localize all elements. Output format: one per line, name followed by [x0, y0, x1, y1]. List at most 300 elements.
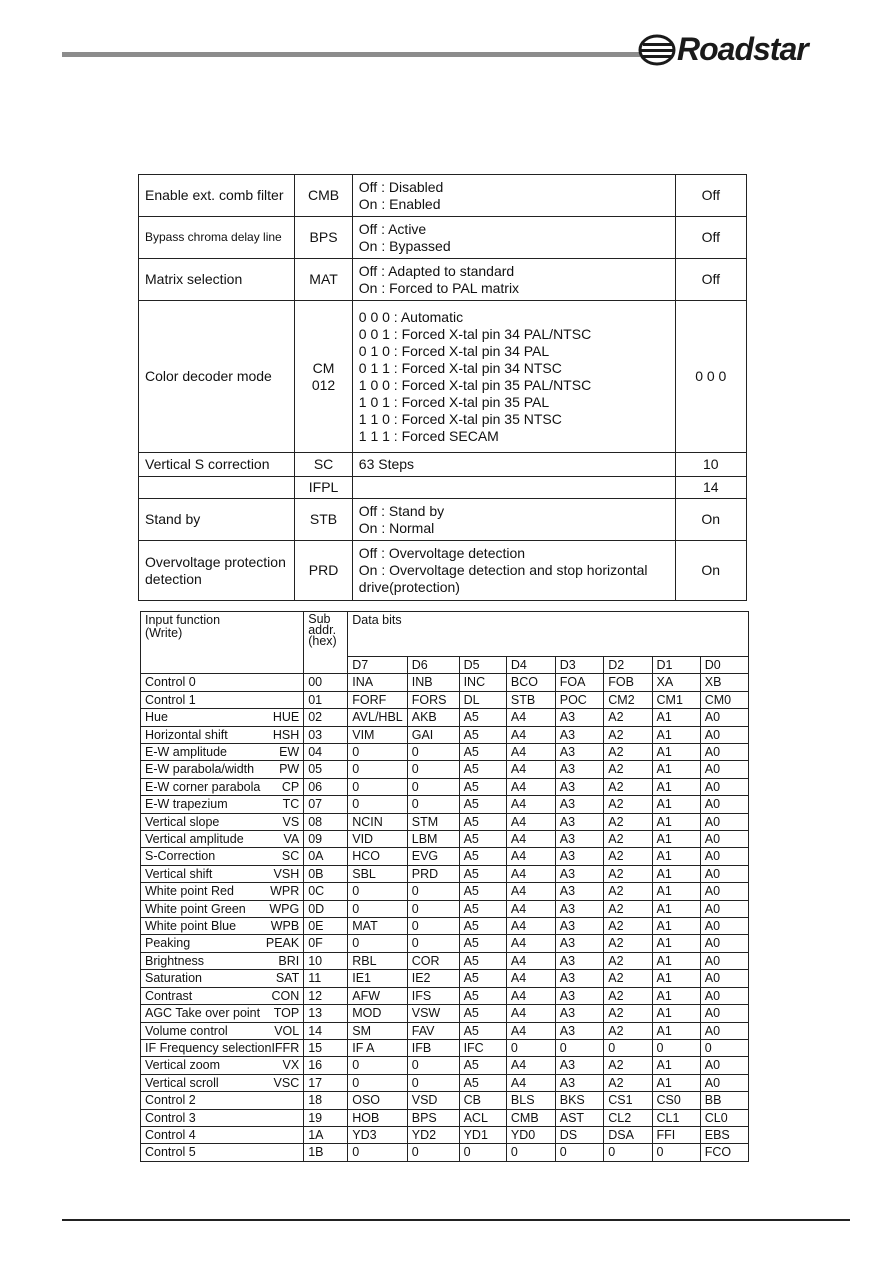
- data-bit-cell: A2: [604, 761, 652, 778]
- data-bit-cell: XA: [652, 674, 700, 691]
- function-abbr: TOP: [273, 1006, 300, 1021]
- setting-description: [352, 301, 675, 453]
- register-row: [141, 674, 749, 691]
- data-bit-cell: A3: [555, 935, 604, 952]
- register-row: [141, 1092, 749, 1109]
- setting-default: 0 0 0: [675, 301, 746, 453]
- setting-default: Off: [675, 259, 746, 301]
- function-abbr: WPG: [269, 901, 300, 916]
- data-bit-cell: YD2: [407, 1126, 459, 1143]
- data-bit-cell: A0: [700, 952, 748, 969]
- data-bit-cell: A2: [604, 709, 652, 726]
- register-row: [141, 1126, 749, 1143]
- data-bit-cell: A4: [506, 1057, 555, 1074]
- function-name: White point Green: [145, 901, 246, 916]
- data-bit-cell: A0: [700, 744, 748, 761]
- register-function: [141, 796, 304, 813]
- sub-address: 01: [304, 691, 348, 708]
- data-bit-cell: A5: [459, 865, 506, 882]
- setting-name: [139, 477, 295, 499]
- register-row: [141, 1005, 749, 1022]
- data-bit-cell: FOB: [604, 674, 652, 691]
- data-bit-cell: A4: [506, 883, 555, 900]
- register-function: [141, 726, 304, 743]
- data-bit-cell: YD1: [459, 1126, 506, 1143]
- data-bit-cell: A0: [700, 848, 748, 865]
- data-bit-cell: VID: [348, 831, 408, 848]
- roadstar-logo: [637, 30, 852, 70]
- description-line: Off : Adapted to standard: [358, 262, 515, 279]
- data-bit-cell: A0: [700, 709, 748, 726]
- description-line: Off : Active: [358, 220, 427, 237]
- data-bit-cell: A3: [555, 1074, 604, 1091]
- function-abbr: EW: [279, 745, 300, 760]
- data-bit-cell: A0: [700, 726, 748, 743]
- brand-name: Roadstar: [677, 31, 808, 67]
- data-bit-cell: MOD: [348, 1005, 408, 1022]
- data-bit-cell: A0: [700, 883, 748, 900]
- data-bit-cell: A2: [604, 831, 652, 848]
- setting-description: [352, 217, 675, 259]
- sub-address: 11: [304, 970, 348, 987]
- function-abbr: CON: [271, 988, 300, 1003]
- data-bit-cell: A3: [555, 1057, 604, 1074]
- description-line: 1 0 0 : Forced X-tal pin 35 PAL/NTSC: [358, 376, 592, 393]
- data-bit-cell: A2: [604, 813, 652, 830]
- sub-address: 00: [304, 674, 348, 691]
- data-bit-cell: STB: [506, 691, 555, 708]
- register-function: [141, 761, 304, 778]
- data-bit-cell: MAT: [348, 918, 408, 935]
- data-bit-cell: A3: [555, 987, 604, 1004]
- data-bit-cell: 0: [555, 1039, 604, 1056]
- setting-abbr: MAT: [295, 259, 352, 301]
- register-row: [141, 691, 749, 708]
- data-bit-cell: A2: [604, 900, 652, 917]
- data-bit-cell: A3: [555, 970, 604, 987]
- description-line: On : Enabled: [358, 195, 441, 212]
- register-row: [141, 1039, 749, 1056]
- data-bit-cell: 0: [652, 1039, 700, 1056]
- data-bit-cell: AVL/HBL: [348, 709, 408, 726]
- setting-default: 10: [675, 453, 746, 477]
- register-function: [141, 883, 304, 900]
- function-name: Control 5: [145, 1145, 196, 1160]
- register-function: [141, 813, 304, 830]
- sub-address: 16: [304, 1057, 348, 1074]
- data-bit-cell: 0: [604, 1039, 652, 1056]
- sub-address: 0B: [304, 865, 348, 882]
- data-bit-cell: A4: [506, 1005, 555, 1022]
- data-bit-cell: A1: [652, 778, 700, 795]
- data-bit-cell: FAV: [407, 1022, 459, 1039]
- data-bit-cell: YD0: [506, 1126, 555, 1143]
- function-abbr: IFFR: [271, 1040, 300, 1055]
- sub-address: 12: [304, 987, 348, 1004]
- data-bit-cell: A1: [652, 952, 700, 969]
- description-line: 1 1 1 : Forced SECAM: [358, 427, 499, 444]
- data-bit-cell: A4: [506, 970, 555, 987]
- input-function-header: Input function (Write): [141, 612, 304, 674]
- data-bit-cell: A5: [459, 778, 506, 795]
- data-bits-header: Data bits: [348, 612, 749, 657]
- function-name: Vertical amplitude: [145, 832, 244, 847]
- settings-row: [139, 301, 747, 453]
- data-bit-cell: SM: [348, 1022, 408, 1039]
- setting-description: [352, 175, 675, 217]
- data-bit-cell: 0: [348, 883, 408, 900]
- sub-address: 1B: [304, 1144, 348, 1161]
- data-bit-cell: A1: [652, 1022, 700, 1039]
- data-bit-cell: A5: [459, 796, 506, 813]
- data-bit-cell: A4: [506, 796, 555, 813]
- function-abbr: SC: [281, 849, 300, 864]
- bit-header-d0: D0: [700, 657, 748, 674]
- data-bit-cell: A0: [700, 1074, 748, 1091]
- data-bit-cell: GAI: [407, 726, 459, 743]
- register-row: [141, 900, 749, 917]
- sub-address: 03: [304, 726, 348, 743]
- data-bit-cell: CS1: [604, 1092, 652, 1109]
- description-line: 0 0 0 : Automatic: [358, 308, 464, 325]
- function-abbr: BRI: [278, 953, 300, 968]
- data-bit-cell: VSW: [407, 1005, 459, 1022]
- register-function: [141, 865, 304, 882]
- data-bit-cell: A2: [604, 987, 652, 1004]
- description-line: 0 0 1 : Forced X-tal pin 34 PAL/NTSC: [358, 325, 592, 342]
- function-name: Contrast: [145, 988, 193, 1003]
- function-name: Control 1: [145, 692, 196, 707]
- data-bit-cell: HOB: [348, 1109, 408, 1126]
- register-function: [141, 1126, 304, 1143]
- setting-abbr: IFPL: [295, 477, 352, 499]
- data-bit-cell: A5: [459, 900, 506, 917]
- data-bit-cell: A4: [506, 761, 555, 778]
- sub-address: 05: [304, 761, 348, 778]
- data-bit-cell: A0: [700, 761, 748, 778]
- data-bit-cell: A1: [652, 848, 700, 865]
- data-bit-cell: A5: [459, 952, 506, 969]
- function-name: Hue: [145, 710, 168, 725]
- function-name: Control 4: [145, 1127, 196, 1142]
- function-name: Volume control: [145, 1023, 228, 1038]
- sub-address: 1A: [304, 1126, 348, 1143]
- data-bit-cell: A1: [652, 987, 700, 1004]
- description-line: On : Normal: [358, 519, 435, 536]
- data-bit-cell: FORS: [407, 691, 459, 708]
- data-bit-cell: COR: [407, 952, 459, 969]
- data-bit-cell: A5: [459, 883, 506, 900]
- data-bit-cell: A1: [652, 813, 700, 830]
- setting-default: 14: [675, 477, 746, 499]
- function-name: E-W parabola/width: [145, 762, 255, 777]
- data-bit-cell: 0: [407, 1057, 459, 1074]
- function-name: E-W corner parabola: [145, 779, 261, 794]
- register-row: [141, 778, 749, 795]
- description-line: Off : Overvoltage detection: [358, 545, 526, 561]
- bit-header-d4: D4: [506, 657, 555, 674]
- data-bit-cell: AST: [555, 1109, 604, 1126]
- data-bit-cell: LBM: [407, 831, 459, 848]
- register-row: [141, 726, 749, 743]
- data-bit-cell: 0: [407, 900, 459, 917]
- setting-default: Off: [675, 175, 746, 217]
- data-bit-cell: A5: [459, 935, 506, 952]
- description-line: 1 1 0 : Forced X-tal pin 35 NTSC: [358, 410, 562, 427]
- data-bit-cell: BLS: [506, 1092, 555, 1109]
- function-abbr: PW: [279, 762, 300, 777]
- register-row: [141, 935, 749, 952]
- data-bit-cell: A5: [459, 848, 506, 865]
- data-bit-cell: A4: [506, 744, 555, 761]
- register-function: [141, 952, 304, 969]
- sub-address: 0E: [304, 918, 348, 935]
- data-bit-cell: A1: [652, 1074, 700, 1091]
- data-bit-cell: 0: [348, 1144, 408, 1161]
- function-name: Control 0: [145, 675, 196, 690]
- function-abbr: PEAK: [265, 936, 300, 951]
- data-bit-cell: 0: [348, 744, 408, 761]
- register-function: [141, 900, 304, 917]
- settings-row: [139, 499, 747, 541]
- data-bit-cell: A4: [506, 778, 555, 795]
- data-bit-cell: A4: [506, 918, 555, 935]
- register-row: [141, 865, 749, 882]
- setting-default: Off: [675, 217, 746, 259]
- sub-address: 14: [304, 1022, 348, 1039]
- register-row: [141, 796, 749, 813]
- data-bit-cell: INB: [407, 674, 459, 691]
- data-bit-cell: 0: [700, 1039, 748, 1056]
- function-abbr: TC: [282, 797, 300, 812]
- register-function: [141, 1074, 304, 1091]
- register-row: [141, 952, 749, 969]
- data-bit-cell: A5: [459, 987, 506, 1004]
- data-bit-cell: CMB: [506, 1109, 555, 1126]
- data-bit-cell: A5: [459, 1005, 506, 1022]
- data-bit-cell: A2: [604, 796, 652, 813]
- data-bit-cell: A0: [700, 831, 748, 848]
- data-bit-cell: A2: [604, 952, 652, 969]
- logo-emblem-icon: [637, 30, 681, 70]
- data-bit-cell: HCO: [348, 848, 408, 865]
- setting-name: Bypass chroma delay line: [139, 217, 295, 259]
- data-bit-cell: A0: [700, 987, 748, 1004]
- data-bit-cell: A4: [506, 900, 555, 917]
- data-bit-cell: A1: [652, 900, 700, 917]
- data-bit-cell: A3: [555, 709, 604, 726]
- sub-addr-header: Sub addr. (hex): [304, 612, 348, 674]
- setting-description: [352, 259, 675, 301]
- data-bit-cell: 0: [407, 918, 459, 935]
- footer-rule: [62, 1219, 850, 1221]
- settings-table: [138, 174, 747, 601]
- sub-address: 0D: [304, 900, 348, 917]
- sub-address: 06: [304, 778, 348, 795]
- data-bit-cell: A2: [604, 1022, 652, 1039]
- register-function: [141, 1144, 304, 1161]
- data-bit-cell: A0: [700, 813, 748, 830]
- data-bit-cell: A1: [652, 1005, 700, 1022]
- data-bit-cell: A1: [652, 935, 700, 952]
- data-bit-cell: A3: [555, 813, 604, 830]
- data-bit-cell: FCO: [700, 1144, 748, 1161]
- data-bit-cell: A1: [652, 744, 700, 761]
- data-bit-cell: A4: [506, 709, 555, 726]
- register-row: [141, 1144, 749, 1161]
- setting-name: Color decoder mode: [139, 301, 295, 453]
- description-line: Off : Disabled: [358, 178, 444, 195]
- data-bit-cell: A2: [604, 1074, 652, 1091]
- data-bit-cell: A1: [652, 831, 700, 848]
- description-line: On : Forced to PAL matrix: [358, 279, 520, 296]
- setting-abbr: SC: [295, 453, 352, 477]
- data-bit-cell: STM: [407, 813, 459, 830]
- data-bit-cell: A1: [652, 970, 700, 987]
- settings-row: [139, 217, 747, 259]
- data-bit-cell: XB: [700, 674, 748, 691]
- data-bit-cell: A5: [459, 813, 506, 830]
- register-function: [141, 1039, 304, 1056]
- data-bit-cell: A2: [604, 726, 652, 743]
- data-bit-cell: 0: [604, 1144, 652, 1161]
- settings-row: [139, 477, 747, 499]
- register-function: [141, 674, 304, 691]
- data-bit-cell: A0: [700, 935, 748, 952]
- data-bit-cell: A0: [700, 865, 748, 882]
- data-bit-cell: A3: [555, 900, 604, 917]
- function-name: IF Frequency selection: [145, 1040, 272, 1055]
- sub-address: 08: [304, 813, 348, 830]
- register-function: [141, 709, 304, 726]
- description-line: 1 0 1 : Forced X-tal pin 35 PAL: [358, 393, 550, 410]
- data-bit-cell: CL2: [604, 1109, 652, 1126]
- data-bit-cell: 0: [407, 1144, 459, 1161]
- data-bit-cell: IE2: [407, 970, 459, 987]
- data-bit-cell: CM0: [700, 691, 748, 708]
- data-bit-cell: A0: [700, 1005, 748, 1022]
- data-bit-cell: OSO: [348, 1092, 408, 1109]
- data-bit-cell: 0: [348, 778, 408, 795]
- register-function: [141, 1057, 304, 1074]
- data-bit-cell: A1: [652, 883, 700, 900]
- register-row: [141, 1109, 749, 1126]
- data-bit-cell: 0: [407, 778, 459, 795]
- data-bit-cell: A3: [555, 831, 604, 848]
- register-function: [141, 1005, 304, 1022]
- data-bit-cell: A3: [555, 952, 604, 969]
- data-bit-cell: A2: [604, 1005, 652, 1022]
- data-bit-cell: 0: [348, 796, 408, 813]
- register-function: [141, 744, 304, 761]
- setting-name: Vertical S correction: [139, 453, 295, 477]
- function-name: E-W trapezium: [145, 797, 228, 812]
- data-bit-cell: A4: [506, 1022, 555, 1039]
- sub-address: 0F: [304, 935, 348, 952]
- data-bit-cell: 0: [459, 1144, 506, 1161]
- data-bit-cell: A5: [459, 709, 506, 726]
- sub-address: 19: [304, 1109, 348, 1126]
- function-abbr: WPR: [270, 884, 300, 899]
- description-line: On : Overvoltage detection and stop horizontal drive(protection): [358, 562, 648, 595]
- setting-abbr: CM 012: [295, 301, 352, 453]
- bit-header-d7: D7: [348, 657, 408, 674]
- data-bit-cell: A0: [700, 796, 748, 813]
- data-bit-cell: A3: [555, 744, 604, 761]
- setting-name: Enable ext. comb filter: [139, 175, 295, 217]
- register-row: [141, 761, 749, 778]
- register-header-row: [141, 612, 749, 657]
- description-line: 63 Steps: [358, 456, 415, 472]
- sub-address: 04: [304, 744, 348, 761]
- data-bit-cell: CM2: [604, 691, 652, 708]
- setting-default: On: [675, 541, 746, 601]
- register-function: [141, 987, 304, 1004]
- data-bit-cell: A5: [459, 726, 506, 743]
- function-name: White point Red: [145, 884, 234, 899]
- register-row: [141, 883, 749, 900]
- function-name: Vertical zoom: [145, 1058, 221, 1073]
- data-bit-cell: 0: [407, 1074, 459, 1091]
- data-bit-cell: DL: [459, 691, 506, 708]
- data-bit-cell: PRD: [407, 865, 459, 882]
- data-bit-cell: INA: [348, 674, 408, 691]
- function-abbr: VSH: [273, 866, 300, 881]
- sub-address: 02: [304, 709, 348, 726]
- sub-address: 18: [304, 1092, 348, 1109]
- sub-address: 0C: [304, 883, 348, 900]
- data-bit-cell: 0: [555, 1144, 604, 1161]
- register-function: [141, 1109, 304, 1126]
- function-name: Brightness: [145, 953, 205, 968]
- data-bit-cell: 0: [506, 1039, 555, 1056]
- data-bit-cell: FORF: [348, 691, 408, 708]
- register-function: [141, 918, 304, 935]
- data-bit-cell: IFB: [407, 1039, 459, 1056]
- register-row: [141, 1057, 749, 1074]
- data-bit-cell: A3: [555, 918, 604, 935]
- data-bit-cell: A3: [555, 865, 604, 882]
- register-row: [141, 987, 749, 1004]
- data-bit-cell: BPS: [407, 1109, 459, 1126]
- register-row: [141, 831, 749, 848]
- function-abbr: VX: [282, 1058, 300, 1073]
- data-bit-cell: A5: [459, 1057, 506, 1074]
- setting-description: [352, 541, 675, 601]
- data-bit-cell: 0: [348, 761, 408, 778]
- data-bit-cell: YD3: [348, 1126, 408, 1143]
- data-bit-cell: EVG: [407, 848, 459, 865]
- data-bit-cell: A2: [604, 970, 652, 987]
- function-name: Saturation: [145, 971, 202, 986]
- bit-header-d3: D3: [555, 657, 604, 674]
- setting-name: Stand by: [139, 499, 295, 541]
- data-bit-cell: A3: [555, 883, 604, 900]
- data-bit-cell: A2: [604, 935, 652, 952]
- data-bit-cell: IFC: [459, 1039, 506, 1056]
- data-bit-cell: A4: [506, 987, 555, 1004]
- data-bit-cell: A4: [506, 1074, 555, 1091]
- data-bit-cell: A2: [604, 865, 652, 882]
- data-bit-cell: 0: [506, 1144, 555, 1161]
- data-bit-cell: A4: [506, 865, 555, 882]
- data-bit-cell: A4: [506, 813, 555, 830]
- function-name: E-W amplitude: [145, 745, 227, 760]
- data-bit-cell: A0: [700, 900, 748, 917]
- register-function: [141, 1022, 304, 1039]
- function-abbr: WPB: [270, 919, 300, 934]
- function-abbr: VSC: [273, 1075, 300, 1090]
